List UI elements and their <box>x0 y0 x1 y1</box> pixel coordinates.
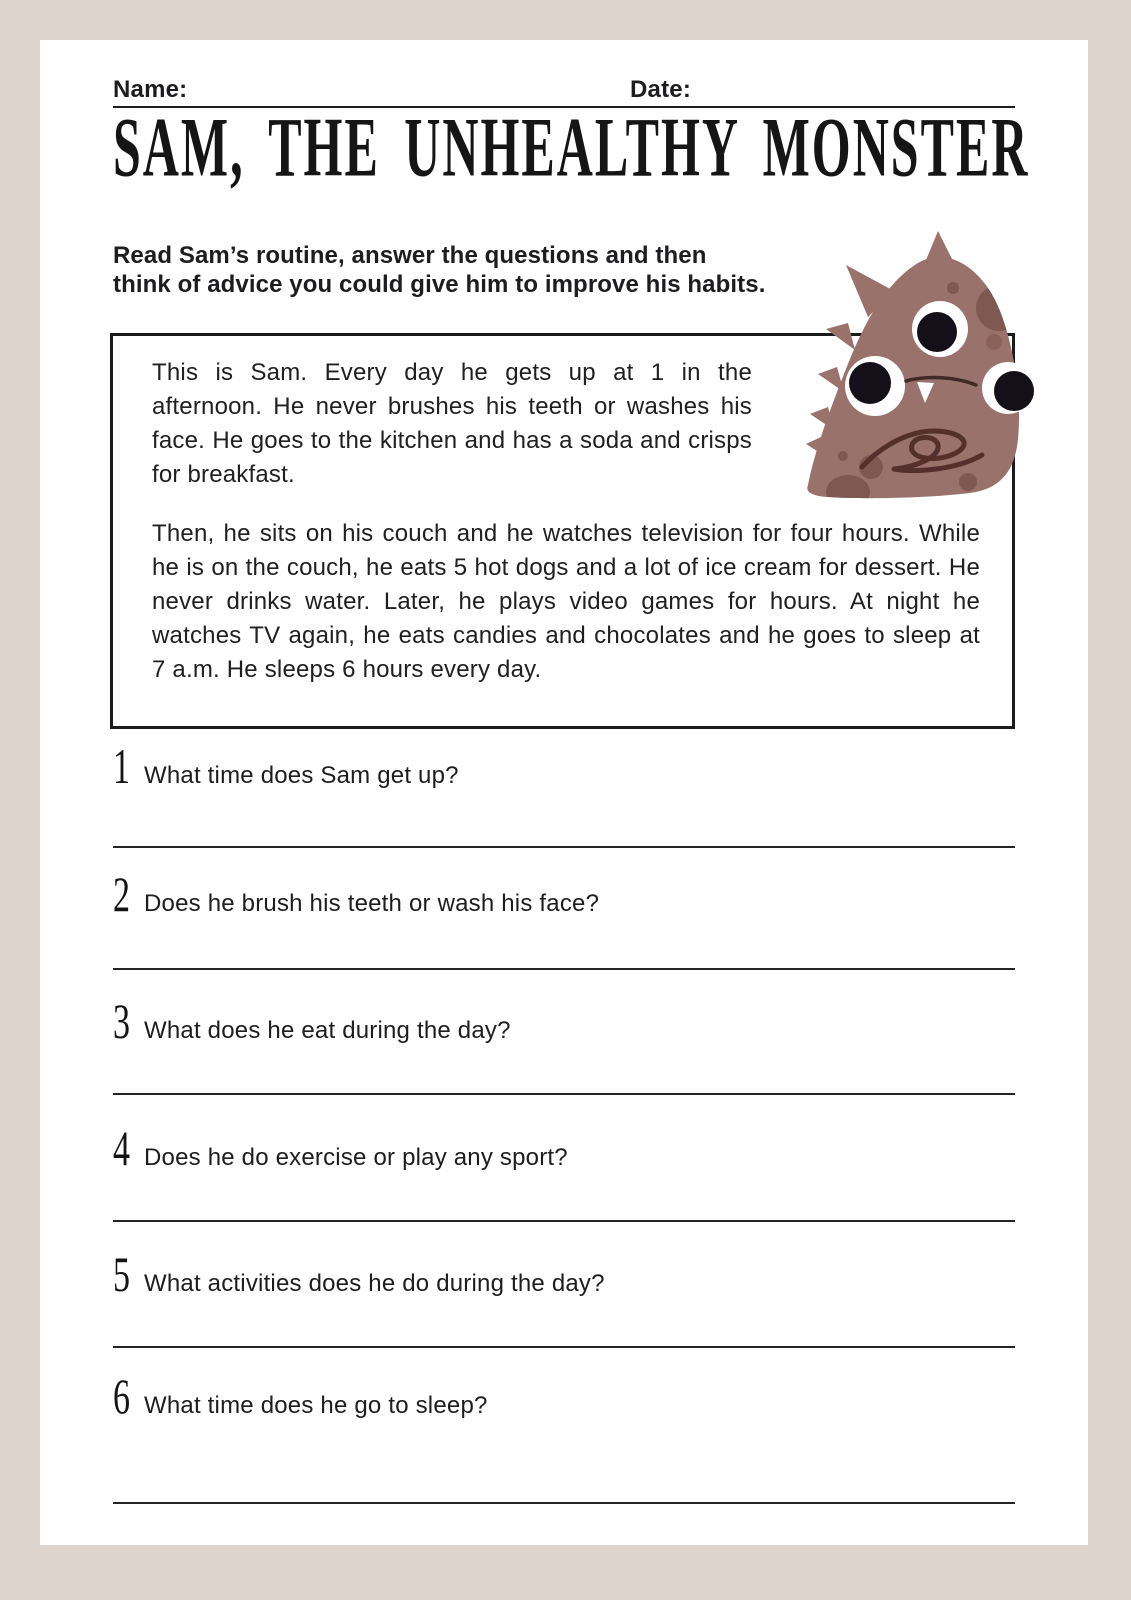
monster-right-eye-pupil <box>994 371 1034 411</box>
answer-line-6 <box>113 1502 1015 1504</box>
question-text: Does he brush his teeth or wash his face? <box>144 890 600 917</box>
question-number: 6 <box>113 1371 130 1425</box>
question-number: 5 <box>113 1249 130 1303</box>
instructions-line-1: Read Sam’s routine, answer the questions and then <box>113 242 707 269</box>
instructions-line-2: think of advice you could give him to improve his habits. <box>113 271 766 298</box>
worksheet-page <box>40 40 1088 1545</box>
question-row-2 <box>113 869 600 923</box>
date-label: Date: <box>630 76 692 103</box>
question-number: 1 <box>113 741 130 795</box>
monster-center-eye-pupil <box>917 312 957 352</box>
page-title: SAM, THE UNHEALTHY MONSTER <box>113 99 1030 195</box>
question-row-6 <box>113 1371 488 1425</box>
answer-line-1 <box>113 846 1015 848</box>
question-number: 2 <box>113 869 130 923</box>
passage-paragraph-2: Then, he sits on his couch and he watches television for four hours. While he is on the couch, he eats 5 hot dogs and a lot of ice cream for dessert. He never drinks water. Later, he plays video games for hours. At night he watches TV again, he eats candies and chocolates and he goes to sleep at 7 a.m. He sleeps 6 hours every day. <box>152 520 980 683</box>
question-row-4 <box>113 1123 568 1177</box>
answer-line-2 <box>113 968 1015 970</box>
question-row-1 <box>113 741 459 795</box>
passage-paragraph-1: This is Sam. Every day he gets up at 1 in the afternoon. He never brushes his teeth or washes his face. He goes to the kitchen and has a soda and crisps for breakfast. <box>152 359 752 488</box>
question-text: What time does he go to sleep? <box>144 1392 488 1419</box>
monster-left-eye-pupil <box>849 362 891 404</box>
answer-line-4 <box>113 1220 1015 1222</box>
question-row-5 <box>113 1249 605 1303</box>
instructions <box>113 241 765 299</box>
question-number: 4 <box>113 1123 130 1177</box>
name-label: Name: <box>113 76 188 103</box>
question-text: What does he eat during the day? <box>144 1017 511 1044</box>
question-row-3 <box>113 996 511 1050</box>
question-text: Does he do exercise or play any sport? <box>144 1144 568 1171</box>
question-number: 3 <box>113 996 130 1050</box>
answer-line-5 <box>113 1346 1015 1348</box>
question-text: What activities does he do during the day? <box>144 1270 605 1297</box>
question-text: What time does Sam get up? <box>144 762 459 789</box>
monster-svg <box>798 229 1038 499</box>
monster-illustration <box>798 229 1038 499</box>
answer-line-3 <box>113 1093 1015 1095</box>
